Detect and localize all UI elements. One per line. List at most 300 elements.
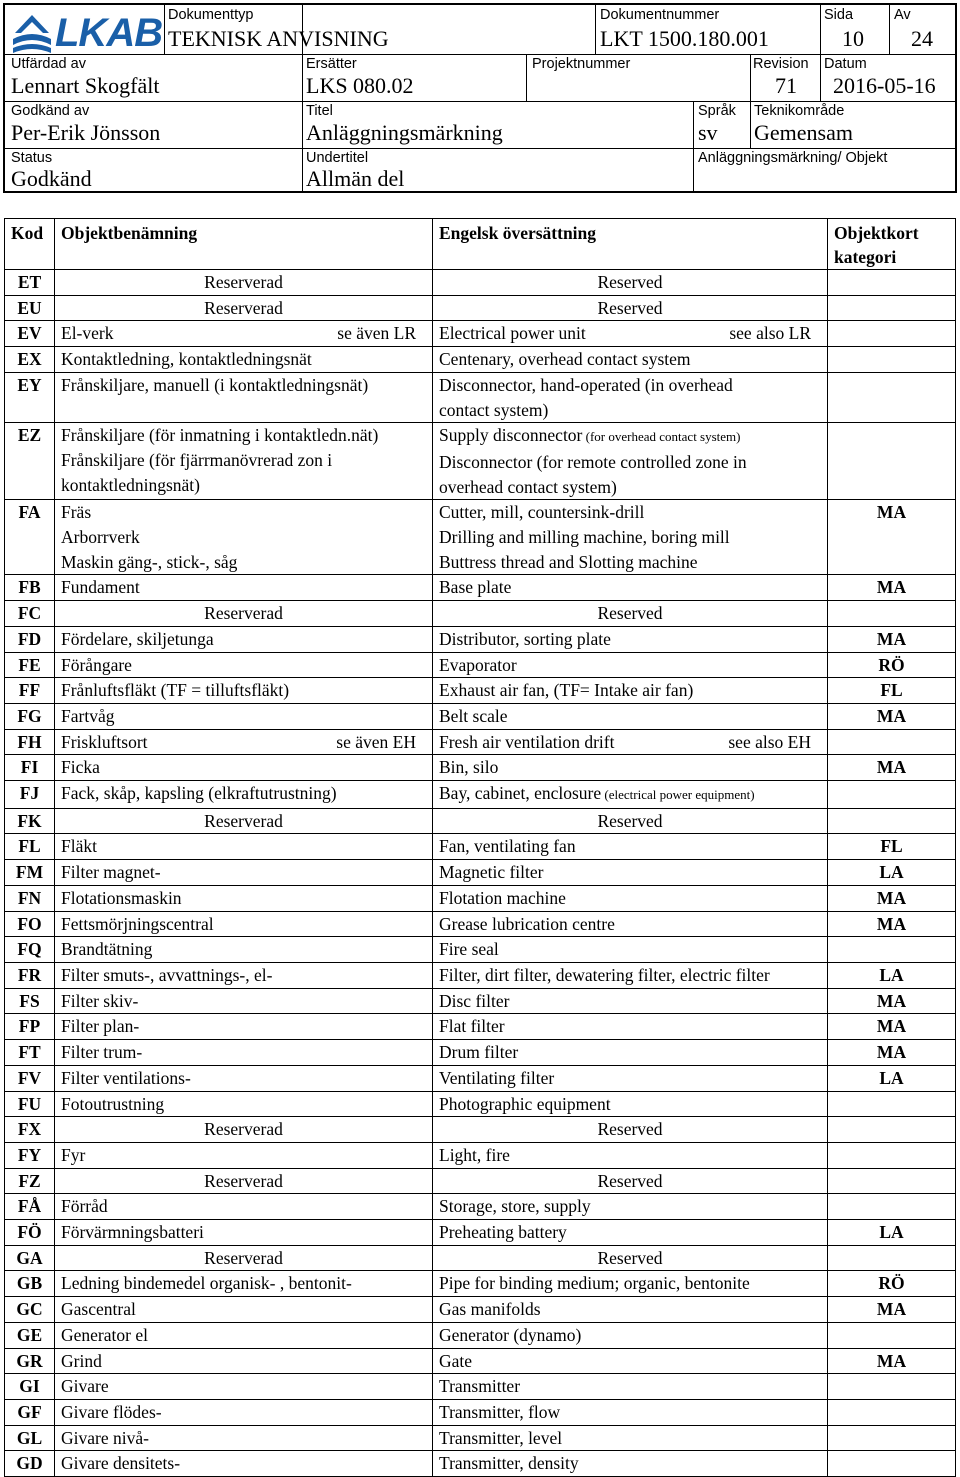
table-row (5, 1245, 956, 1271)
row-swedish-name (55, 860, 433, 886)
swedish-name-line (61, 1297, 432, 1322)
swedish-name-line (61, 525, 432, 550)
row-english-name (433, 911, 828, 937)
swedish-name-text: Filter smuts-, avvattnings-, el- (61, 964, 273, 985)
row-english-name (433, 601, 828, 627)
row-code: FI (5, 755, 55, 781)
row-english-name (433, 703, 828, 729)
english-name-text: Pipe for binding medium; organic, bentonite (439, 1273, 750, 1294)
row-swedish-name (55, 1220, 433, 1246)
row-english-name (433, 1091, 828, 1117)
row-swedish-name (55, 1297, 433, 1323)
row-category: MA (828, 626, 956, 652)
row-swedish-name (55, 1348, 433, 1374)
english-name-text: Bay, cabinet, enclosure (439, 783, 602, 804)
swedish-name-line (61, 1349, 432, 1374)
table-header-row (5, 219, 956, 270)
english-note: (electrical power equipment) (601, 787, 755, 803)
swedish-name-line (61, 1220, 432, 1245)
swedish-name-text: Filter plan- (61, 1016, 140, 1037)
approved-by-value: Per-Erik Jönsson (11, 120, 161, 145)
logo-mark-icon (11, 11, 53, 55)
swedish-name-text: Filter trum- (61, 1042, 143, 1063)
english-name-text: Drilling and milling machine, boring mill (439, 527, 730, 548)
swedish-name-text: kontaktledningsnät) (61, 474, 201, 495)
swedish-name-text: Generator el (61, 1324, 148, 1345)
table-row (5, 1220, 956, 1246)
row-english-name (433, 885, 828, 911)
see-also-swedish: se även LR (337, 323, 416, 344)
english-name-line (439, 1297, 827, 1322)
english-name-text: Ventilating filter (439, 1067, 555, 1088)
swedish-name-line (61, 1451, 432, 1476)
table-row (5, 500, 956, 575)
english-name-line (439, 525, 827, 550)
english-name-text: Disconnector (for remote controlled zone in (439, 451, 747, 472)
table-row (5, 1142, 956, 1168)
language-value: sv (698, 120, 718, 145)
english-name-text: Belt scale (439, 705, 508, 726)
english-name-text: Gate (439, 1350, 473, 1371)
row-code: GL (5, 1425, 55, 1451)
table-row (5, 885, 956, 911)
header-category-line1: Objektkort (834, 223, 919, 243)
english-name-line (439, 781, 827, 808)
table-row (5, 575, 956, 601)
english-name-text: Evaporator (439, 654, 517, 675)
row-english-name (433, 1014, 828, 1040)
approved-by-label: Godkänd av (11, 103, 90, 119)
english-name-line (433, 1246, 827, 1271)
swedish-name-text: Filter magnet- (61, 862, 161, 883)
row-code: FD (5, 626, 55, 652)
row-swedish-name (55, 834, 433, 860)
row-swedish-name (55, 1194, 433, 1220)
header-category (828, 219, 956, 270)
row-english-name (433, 1348, 828, 1374)
swedish-name-line (61, 347, 432, 372)
table-row (5, 962, 956, 988)
swedish-name-text: Frånskiljare (för fjärrmanövrerad zon i (61, 449, 333, 470)
issued-by-label: Utfärdad av (11, 56, 86, 72)
swedish-name-text: Fundament (61, 577, 140, 598)
row-swedish-name (55, 937, 433, 963)
row-category (828, 1322, 956, 1348)
english-name-text: Transmitter, density (439, 1453, 579, 1474)
swedish-name-text: Fyr (61, 1144, 86, 1165)
row-code: FÖ (5, 1220, 55, 1246)
table-row (5, 1399, 956, 1425)
swedish-name-text: El-verk (61, 323, 114, 344)
swedish-name-text: Frånluftsfläkt (TF = tilluftsfläkt) (61, 680, 290, 701)
row-swedish-name (55, 678, 433, 704)
english-name-line (439, 423, 827, 450)
row-code: FÅ (5, 1194, 55, 1220)
english-name-text: Generator (dynamo) (439, 1324, 582, 1345)
table-row (5, 1040, 956, 1066)
header-divider (693, 101, 694, 191)
table-row (5, 1348, 956, 1374)
table-row (5, 1451, 956, 1477)
row-english-name (433, 1297, 828, 1323)
english-name-text: Grease lubrication centre (439, 913, 615, 934)
english-name-text: Transmitter, flow (439, 1401, 561, 1422)
swedish-name-text: Ficka (61, 757, 100, 778)
row-code: EU (5, 295, 55, 321)
row-category: MA (828, 500, 956, 575)
row-english-name (433, 626, 828, 652)
row-english-name (433, 1451, 828, 1477)
english-name-line (439, 704, 827, 729)
swedish-name-text: Reserverad (204, 1247, 283, 1268)
english-name-line (439, 886, 827, 911)
table-row (5, 1065, 956, 1091)
row-code: FN (5, 885, 55, 911)
row-code: GA (5, 1245, 55, 1271)
table-body (5, 270, 956, 1477)
english-name-text: Supply disconnector (439, 425, 583, 446)
swedish-name-line (61, 678, 432, 703)
swedish-name-text: Filter skiv- (61, 990, 139, 1011)
swedish-name-text: Fläkt (61, 836, 97, 857)
row-english-name (433, 270, 828, 296)
swedish-name-line (61, 730, 432, 755)
swedish-name-line (55, 1117, 432, 1142)
row-code: GD (5, 1451, 55, 1477)
row-category: LA (828, 962, 956, 988)
swedish-name-text: Förråd (61, 1196, 108, 1217)
row-swedish-name (55, 988, 433, 1014)
row-swedish-name (55, 1091, 433, 1117)
english-name-line (439, 1374, 827, 1399)
row-swedish-name (55, 1040, 433, 1066)
table-row (5, 321, 956, 347)
doc-type-label: Dokumenttyp (168, 7, 254, 23)
header-name: Objektbenämning (55, 219, 433, 270)
row-code: FO (5, 911, 55, 937)
row-english-name (433, 500, 828, 575)
english-name-text: Reserved (597, 1119, 663, 1140)
swedish-name-line (55, 601, 432, 626)
english-name-line (439, 1271, 827, 1296)
row-swedish-name (55, 781, 433, 809)
row-swedish-name (55, 1451, 433, 1477)
english-name-line (433, 1117, 827, 1142)
header-divider (5, 148, 955, 149)
english-name-text: Exhaust air fan, (TF= Intake air fan) (439, 680, 694, 701)
table-row (5, 911, 956, 937)
header-divider (526, 54, 527, 101)
row-category (828, 1245, 956, 1271)
row-category (828, 270, 956, 296)
english-name-line (439, 398, 827, 423)
english-name-text: Drum filter (439, 1042, 519, 1063)
english-name-line (439, 1066, 827, 1091)
english-name-line (439, 347, 827, 372)
row-code: EX (5, 347, 55, 373)
table-row (5, 601, 956, 627)
row-english-name (433, 937, 828, 963)
row-english-name (433, 1399, 828, 1425)
status-value: Godkänd (11, 166, 92, 191)
row-category (828, 1168, 956, 1194)
table-row (5, 347, 956, 373)
swedish-name-text: Ledning bindemedel organisk- , bentonit- (61, 1273, 352, 1294)
row-category (828, 372, 956, 422)
row-category (828, 1451, 956, 1477)
row-swedish-name (55, 601, 433, 627)
header-divider (164, 5, 165, 54)
row-english-name (433, 652, 828, 678)
row-code: FL (5, 834, 55, 860)
row-swedish-name (55, 295, 433, 321)
row-swedish-name (55, 1245, 433, 1271)
swedish-name-line (61, 860, 432, 885)
swedish-name-text: Fettsmörjningscentral (61, 913, 214, 934)
row-swedish-name (55, 1374, 433, 1400)
row-english-name (433, 678, 828, 704)
english-name-text: Gas manifolds (439, 1299, 541, 1320)
english-name-line (439, 989, 827, 1014)
row-code: ET (5, 270, 55, 296)
object-code-table (4, 218, 956, 1477)
table-row (5, 372, 956, 422)
row-category: MA (828, 885, 956, 911)
table-row (5, 1425, 956, 1451)
english-name-line (439, 321, 827, 346)
row-swedish-name (55, 1142, 433, 1168)
english-name-line (433, 1169, 827, 1194)
row-code: GI (5, 1374, 55, 1400)
row-swedish-name (55, 962, 433, 988)
row-swedish-name (55, 1065, 433, 1091)
row-english-name (433, 1322, 828, 1348)
english-name-line (439, 1400, 827, 1425)
row-category: MA (828, 575, 956, 601)
row-category: MA (828, 1040, 956, 1066)
date-label: Datum (824, 56, 867, 72)
swedish-name-text: Reserverad (204, 297, 283, 318)
english-name-line (439, 1349, 827, 1374)
swedish-name-line (55, 270, 432, 295)
english-name-text: Disc filter (439, 990, 510, 1011)
row-swedish-name (55, 755, 433, 781)
row-swedish-name (55, 1425, 433, 1451)
table-row (5, 1322, 956, 1348)
row-english-name (433, 988, 828, 1014)
english-name-text: Buttress thread and Slotting machine (439, 551, 698, 572)
english-name-line (433, 296, 827, 321)
english-name-text: Fan, ventilating fan (439, 836, 576, 857)
row-code: FB (5, 575, 55, 601)
swedish-name-line (61, 653, 432, 678)
page-value: 10 (842, 26, 864, 51)
row-swedish-name (55, 808, 433, 834)
swedish-name-text: Frånskiljare (för inmatning i kontaktledn.nät) (61, 425, 379, 446)
row-english-name (433, 781, 828, 809)
see-also-english: see also EH (728, 731, 811, 752)
swedish-name-line (61, 1040, 432, 1065)
row-code: FY (5, 1142, 55, 1168)
row-code: EY (5, 372, 55, 422)
row-code: FR (5, 962, 55, 988)
english-name-text: Photographic equipment (439, 1093, 611, 1114)
header-divider (889, 5, 890, 54)
table-row (5, 808, 956, 834)
row-category (828, 321, 956, 347)
row-english-name (433, 1245, 828, 1271)
revision-label: Revision (753, 56, 809, 72)
company-name: LKAB (55, 11, 163, 55)
english-name-line (439, 1220, 827, 1245)
english-name-line (439, 678, 827, 703)
row-category (828, 1194, 956, 1220)
english-name-line (433, 601, 827, 626)
english-name-text: Reserved (597, 810, 663, 831)
row-swedish-name (55, 372, 433, 422)
english-name-text: Base plate (439, 577, 512, 598)
header-divider (820, 5, 821, 101)
english-name-text: Transmitter, level (439, 1427, 563, 1448)
row-swedish-name (55, 1271, 433, 1297)
english-name-line (439, 627, 827, 652)
swedish-name-line (61, 500, 432, 525)
swedish-name-line (61, 704, 432, 729)
swedish-name-line (61, 912, 432, 937)
row-category: RÖ (828, 652, 956, 678)
row-code: GR (5, 1348, 55, 1374)
row-code: FG (5, 703, 55, 729)
subtitle-label: Undertitel (306, 150, 369, 166)
page-of-value: 24 (911, 26, 933, 51)
swedish-name-line (61, 550, 432, 575)
swedish-name-text: Frånskiljare, manuell (i kontaktledningsnät) (61, 374, 369, 395)
english-name-text: Reserved (597, 297, 663, 318)
english-name-line (439, 653, 827, 678)
row-english-name (433, 1142, 828, 1168)
row-category: MA (828, 703, 956, 729)
row-english-name (433, 1168, 828, 1194)
swedish-name-line (61, 1143, 432, 1168)
see-also-swedish: se även EH (336, 731, 416, 752)
row-english-name (433, 347, 828, 373)
swedish-name-text: Givare (61, 1376, 109, 1397)
swedish-name-text: Grind (61, 1350, 102, 1371)
english-name-line (439, 1014, 827, 1039)
category-path: Anläggningsmärkning/ Objekt (698, 150, 888, 166)
row-category (828, 729, 956, 755)
row-english-name (433, 575, 828, 601)
english-name-text: Bin, silo (439, 757, 499, 778)
swedish-name-line (55, 809, 432, 834)
english-name-line (439, 1426, 827, 1451)
swedish-name-text: Givare densitets- (61, 1453, 181, 1474)
table-row (5, 988, 956, 1014)
table-row (5, 755, 956, 781)
row-category (828, 937, 956, 963)
swedish-name-line (61, 1194, 432, 1219)
english-name-line (439, 963, 827, 988)
table-row (5, 1297, 956, 1323)
english-name-text: Preheating battery (439, 1222, 567, 1243)
row-category (828, 423, 956, 500)
english-name-text: Fire seal (439, 939, 499, 960)
table-row (5, 1271, 956, 1297)
table-row (5, 703, 956, 729)
english-name-line (439, 1451, 827, 1476)
english-name-text: Distributor, sorting plate (439, 628, 611, 649)
table-row (5, 860, 956, 886)
row-swedish-name (55, 911, 433, 937)
header-kod: Kod (5, 219, 55, 270)
date-value: 2016-05-16 (833, 73, 936, 98)
row-category (828, 1091, 956, 1117)
swedish-name-text: Fotoutrustning (61, 1093, 165, 1114)
doc-number-label: Dokumentnummer (600, 7, 720, 23)
swedish-name-line (61, 321, 432, 346)
english-name-text: Centenary, overhead contact system (439, 349, 691, 370)
row-code: FF (5, 678, 55, 704)
english-name-line (439, 912, 827, 937)
swedish-name-text: Förvärmningsbatteri (61, 1222, 204, 1243)
english-name-line (439, 755, 827, 780)
row-category (828, 781, 956, 809)
english-name-text: Transmitter (439, 1376, 521, 1397)
title-label: Titel (306, 103, 333, 119)
english-name-text: Light, fire (439, 1144, 510, 1165)
title-value: Anläggningsmärkning (306, 120, 503, 145)
swedish-name-text: Givare nivå- (61, 1427, 149, 1448)
swedish-name-line (61, 1066, 432, 1091)
english-name-text: Reserved (597, 1247, 663, 1268)
english-name-text: overhead contact system) (439, 476, 617, 497)
row-category (828, 1374, 956, 1400)
swedish-name-line (61, 1014, 432, 1039)
row-swedish-name (55, 703, 433, 729)
swedish-name-line (61, 1374, 432, 1399)
row-swedish-name (55, 423, 433, 500)
english-name-text: Reserved (597, 1170, 663, 1191)
english-name-line (439, 860, 827, 885)
swedish-name-text: Maskin gäng-, stick-, såg (61, 551, 238, 572)
row-category: FL (828, 834, 956, 860)
row-swedish-name (55, 500, 433, 575)
swedish-name-line (61, 1271, 432, 1296)
row-code: FM (5, 860, 55, 886)
row-category (828, 295, 956, 321)
english-name-line (439, 575, 827, 600)
swedish-name-line (61, 448, 432, 473)
company-logo (11, 9, 161, 57)
english-name-line (439, 475, 827, 500)
swedish-name-line (61, 1400, 432, 1425)
swedish-name-text: Fack, skåp, kapsling (elkraftutrustning) (61, 783, 337, 804)
replaces-label: Ersätter (306, 56, 357, 72)
english-name-line (433, 809, 827, 834)
swedish-name-text: Reserverad (204, 272, 283, 292)
table-row (5, 678, 956, 704)
row-code: FC (5, 601, 55, 627)
swedish-name-text: Fartvåg (61, 705, 115, 726)
row-english-name (433, 1117, 828, 1143)
swedish-name-text: Fördelare, skiljetunga (61, 628, 214, 649)
row-code: FH (5, 729, 55, 755)
row-english-name (433, 321, 828, 347)
document-header (3, 3, 957, 193)
english-name-text: Electrical power unit (439, 323, 586, 344)
english-name-line (439, 1323, 827, 1348)
row-code: FQ (5, 937, 55, 963)
